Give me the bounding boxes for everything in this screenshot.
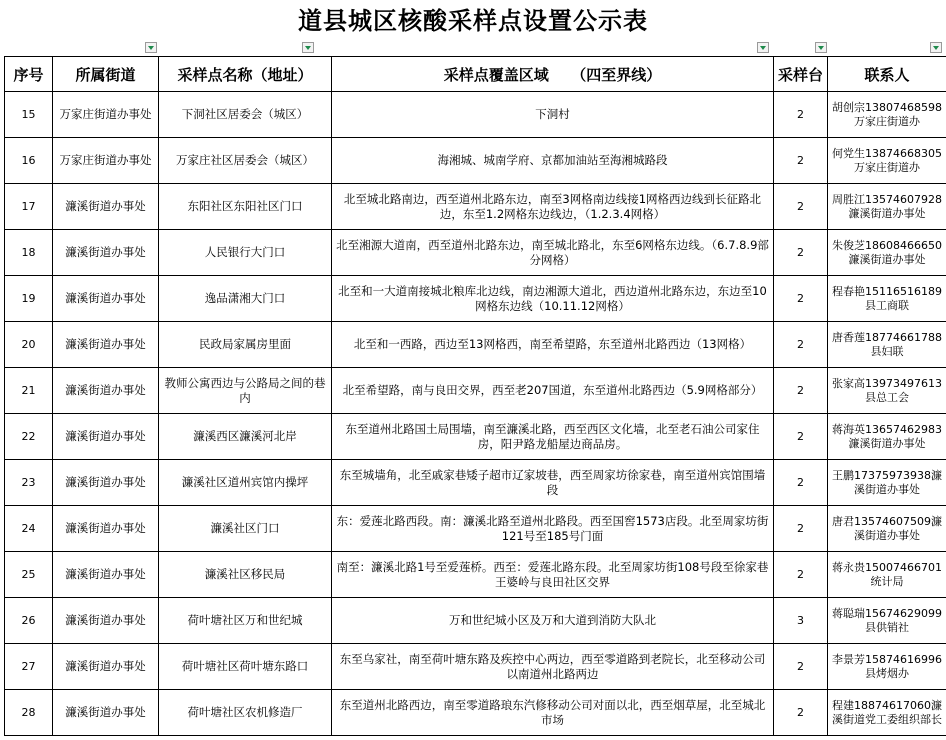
column-header: 联系人 [828,57,946,92]
coverage-area-cell[interactable]: 东至城墙角，北至戚家巷矮子超市辽家坡巷，西至周家坊徐家巷，南至道州宾馆围墙段 [332,460,774,506]
sampling-table-count[interactable]: 2 [774,414,828,460]
header-row [5,57,946,92]
coverage-area-cell[interactable]: 南至：濂溪北路1号至爱莲桥。西至：爱莲北路东段。北至周家坊街108号段至徐家巷王婆岭与良田社区交界 [332,552,774,598]
table-body [5,92,946,736]
sampling-table-count[interactable]: 2 [774,506,828,552]
site-name-cell[interactable]: 荷叶塘社区荷叶塘东路口 [159,644,332,690]
column-header: 序号 [5,57,53,92]
filter-dropdown-icon[interactable] [815,42,827,53]
contact-cell[interactable]: 程建18874617060濂溪街道党工委组织部长 [828,690,946,736]
contact-cell[interactable]: 王鹏17375973938濂溪街道办事处 [828,460,946,506]
sampling-table-count[interactable]: 2 [774,368,828,414]
coverage-area-cell[interactable]: 北至和一西路，西边至13网格西，南至希望路，东至道州北路西边（13网格） [332,322,774,368]
page-title: 道县城区核酸采样点设置公示表 [298,7,648,35]
column-header: 所属街道 [53,57,159,92]
contact-cell[interactable]: 周胜江13574607928濂溪街道办事处 [828,184,946,230]
coverage-area-cell[interactable]: 东至乌家社，南至荷叶塘东路及疾控中心两边，西至零道路到老院长，北至移动公司以南道州北路两边 [332,644,774,690]
street-cell[interactable]: 濂溪街道办事处 [53,552,159,598]
coverage-area-cell[interactable]: 东至道州北路国土局围墙，南至濂溪北路，西至西区文化墙，北至老石油公司家住房，阳尹路龙船屋边商品房。 [332,414,774,460]
sampling-table-count[interactable]: 2 [774,460,828,506]
sampling-table-count[interactable]: 2 [774,552,828,598]
contact-cell[interactable]: 朱俊芝18608466650濂溪街道办事处 [828,230,946,276]
sampling-table-count[interactable]: 2 [774,138,828,184]
row-number[interactable]: 23 [5,460,53,506]
filter-dropdown-icon[interactable] [145,42,157,53]
coverage-area-cell[interactable]: 万和世纪城小区及万和大道到消防大队北 [332,598,774,644]
coverage-area-cell[interactable]: 北至湘源大道南，西至道州北路东边，南至城北路北，东至6网格东边线。（6.7.8.9部分网格） [332,230,774,276]
coverage-area-cell[interactable]: 北至和一大道南接城北粮库北边线，南边湘源大道北，西边道州北路东边，东边至10网格东边线（10.11.12网格） [332,276,774,322]
contact-cell[interactable]: 程春艳15116516189县工商联 [828,276,946,322]
sampling-table-count[interactable]: 3 [774,598,828,644]
contact-cell[interactable]: 蒋聪瑞15674629099县供销社 [828,598,946,644]
coverage-area-cell[interactable]: 下洞村 [332,92,774,138]
table-row [5,690,946,736]
table-row [5,322,946,368]
column-header: 采样台 [774,57,828,92]
site-name-cell[interactable]: 濂溪社区道州宾馆内操坪 [159,460,332,506]
row-number[interactable]: 27 [5,644,53,690]
row-number[interactable]: 28 [5,690,53,736]
contact-cell[interactable]: 何党生13874668305万家庄街道办 [828,138,946,184]
table-row [5,644,946,690]
sampling-table-count[interactable]: 2 [774,184,828,230]
table-row [5,506,946,552]
table-row [5,598,946,644]
contact-cell[interactable]: 张家高13973497613县总工会 [828,368,946,414]
coverage-area-cell[interactable]: 东：爱莲北路西段。南：濂溪北路至道州北路段。西至国窖1573店段。北至周家坊街121号至185号门面 [332,506,774,552]
site-name-cell[interactable]: 逸品潇湘大门口 [159,276,332,322]
contact-cell[interactable]: 唐君13574607509濂溪街道办事处 [828,506,946,552]
row-number[interactable]: 16 [5,138,53,184]
site-name-cell[interactable]: 人民银行大门口 [159,230,332,276]
row-number[interactable]: 25 [5,552,53,598]
site-name-cell[interactable]: 下洞社区居委会（城区） [159,92,332,138]
site-name-cell[interactable]: 万家庄社区居委会（城区） [159,138,332,184]
street-cell[interactable]: 万家庄街道办事处 [53,92,159,138]
row-number[interactable]: 20 [5,322,53,368]
site-name-cell[interactable]: 东阳社区东阳社区门口 [159,184,332,230]
filter-dropdown-icon[interactable] [930,42,942,53]
table-row [5,138,946,184]
contact-cell[interactable]: 胡创宗13807468598万家庄街道办 [828,92,946,138]
row-number[interactable]: 15 [5,92,53,138]
row-number[interactable]: 17 [5,184,53,230]
filter-dropdown-icon[interactable] [757,42,769,53]
table-row [5,276,946,322]
coverage-area-cell[interactable]: 东至道州北路西边，南至零道路琅东汽修移动公司对面以北，西至烟草屋，北至城北市场 [332,690,774,736]
row-number[interactable]: 21 [5,368,53,414]
table-row [5,552,946,598]
street-cell[interactable]: 濂溪街道办事处 [53,322,159,368]
street-cell[interactable]: 濂溪街道办事处 [53,506,159,552]
site-name-cell[interactable]: 濂溪社区门口 [159,506,332,552]
row-number[interactable]: 26 [5,598,53,644]
sampling-table-count[interactable]: 2 [774,276,828,322]
column-header: 采样点覆盖区域 （四至界线） [332,57,774,92]
row-number[interactable]: 19 [5,276,53,322]
contact-cell[interactable]: 蒋海英13657462983濂溪街道办事处 [828,414,946,460]
contact-cell[interactable]: 唐香莲18774661788县妇联 [828,322,946,368]
street-cell[interactable]: 濂溪街道办事处 [53,276,159,322]
street-cell[interactable]: 濂溪街道办事处 [53,460,159,506]
table-row [5,92,946,138]
contact-cell[interactable]: 蒋永贵15007466701统计局 [828,552,946,598]
street-cell[interactable]: 濂溪街道办事处 [53,644,159,690]
street-cell[interactable]: 濂溪街道办事处 [53,184,159,230]
street-cell[interactable]: 濂溪街道办事处 [53,368,159,414]
filter-dropdown-icon[interactable] [302,42,314,53]
street-cell[interactable]: 濂溪街道办事处 [53,598,159,644]
site-name-cell[interactable]: 民政局家属房里面 [159,322,332,368]
site-name-cell[interactable]: 教师公寓西边与公路局之间的巷内 [159,368,332,414]
table-row [5,230,946,276]
sampling-sites-table [4,56,946,736]
coverage-area-cell[interactable]: 海湘城、城南学府、京都加油站至海湘城路段 [332,138,774,184]
sampling-table-count[interactable]: 2 [774,92,828,138]
table-row [5,368,946,414]
street-cell[interactable]: 濂溪街道办事处 [53,230,159,276]
street-cell[interactable]: 濂溪街道办事处 [53,690,159,736]
site-name-cell[interactable]: 荷叶塘社区农机修造厂 [159,690,332,736]
row-number[interactable]: 22 [5,414,53,460]
row-number[interactable]: 18 [5,230,53,276]
sampling-table-count[interactable]: 2 [774,690,828,736]
coverage-area-cell[interactable]: 北至希望路，南与良田交界，西至老207国道，东至道州北路西边（5.9网格部分） [332,368,774,414]
sampling-table-count[interactable]: 2 [774,644,828,690]
street-cell[interactable]: 万家庄街道办事处 [53,138,159,184]
sampling-table-count[interactable]: 2 [774,230,828,276]
coverage-area-cell[interactable]: 北至城北路南边，西至道州北路东边，南至3网格南边线接1网格西边线到长征路北边，东至1.2网格东边线边，（1.2.3.4网格） [332,184,774,230]
site-name-cell[interactable]: 濂溪社区移民局 [159,552,332,598]
column-header: 采样点名称（地址） [159,57,332,92]
contact-cell[interactable]: 李景芳15874616996县烤烟办 [828,644,946,690]
site-name-cell[interactable]: 濂溪西区濂溪河北岸 [159,414,332,460]
sampling-table-count[interactable]: 2 [774,322,828,368]
site-name-cell[interactable]: 荷叶塘社区万和世纪城 [159,598,332,644]
row-number[interactable]: 24 [5,506,53,552]
table-row [5,414,946,460]
table-row [5,460,946,506]
table-row [5,184,946,230]
filter-bar [0,42,946,56]
street-cell[interactable]: 濂溪街道办事处 [53,414,159,460]
